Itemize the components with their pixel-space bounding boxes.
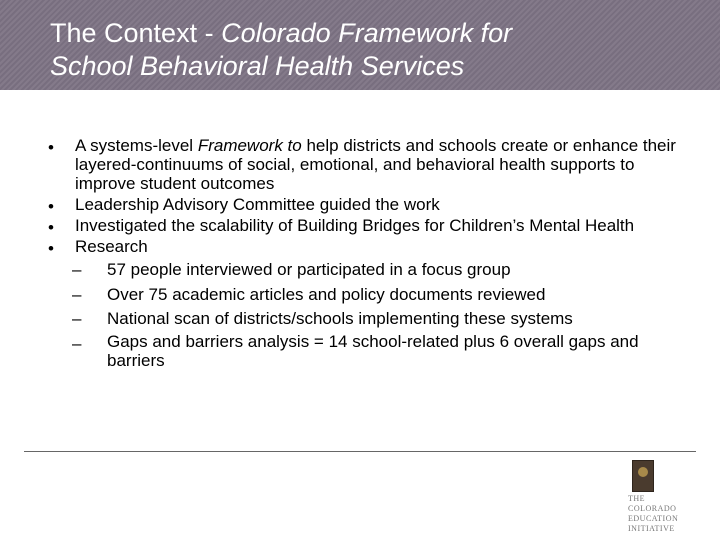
logo-line: INITIATIVE xyxy=(628,524,675,533)
sub-bullet-item xyxy=(48,307,678,332)
bullet-item xyxy=(48,216,678,235)
logo-line: THE xyxy=(628,494,646,503)
bullet-text-b: help districts and schools create or enhance their layered-continuums of social, emotional, and behavioral health supports to improve student outcomes xyxy=(75,136,676,193)
bullet-marker: • xyxy=(48,218,54,237)
bullet-text: Leadership Advisory Committee guided the work xyxy=(75,195,440,214)
organization-logo xyxy=(626,458,679,538)
bullet-marker: • xyxy=(48,197,54,216)
bullet-text-a: A systems-level xyxy=(75,136,198,155)
sub-bullet-text: Gaps and barriers analysis = 14 school-related plus 6 overall gaps and barriers xyxy=(107,331,639,370)
bullet-text: Research xyxy=(75,237,148,256)
sub-bullet-item xyxy=(48,332,678,370)
footer-divider xyxy=(24,451,696,452)
title-italic-2: School Behavioral Health Services xyxy=(50,51,465,81)
title-plain: The Context - xyxy=(50,18,222,48)
sub-bullet-item xyxy=(48,258,678,283)
sub-bullet-marker: – xyxy=(72,260,82,279)
bullet-text: Investigated the scalability of Building Bridges for Children’s Mental Health xyxy=(75,216,635,235)
bullet-text-italic: Framework to xyxy=(197,136,302,155)
sub-bullet-marker: – xyxy=(72,333,82,353)
bullet-marker: • xyxy=(48,138,54,157)
sub-bullet-item xyxy=(48,283,678,308)
bullet-marker: • xyxy=(48,239,54,258)
logo-line: EDUCATION xyxy=(628,514,679,523)
bullet-item xyxy=(48,195,678,214)
title-italic-1: Colorado Framework for xyxy=(221,18,513,48)
bullet-item xyxy=(48,136,678,193)
sub-bullet-text: Over 75 academic articles and policy documents reviewed xyxy=(107,284,546,304)
logo-emblem-icon xyxy=(632,460,654,492)
bullet-item xyxy=(48,237,678,256)
sub-bullet-marker: – xyxy=(72,309,82,328)
bullet-list xyxy=(48,136,678,370)
slide-title xyxy=(50,17,710,83)
sub-bullet-marker: – xyxy=(72,284,82,304)
sub-bullet-text: National scan of districts/schools implementing these systems xyxy=(107,309,573,328)
logo-line: COLORADO xyxy=(628,504,677,513)
sub-bullet-text: 57 people interviewed or participated in a focus group xyxy=(107,260,511,279)
logo-wordmark xyxy=(628,494,690,534)
